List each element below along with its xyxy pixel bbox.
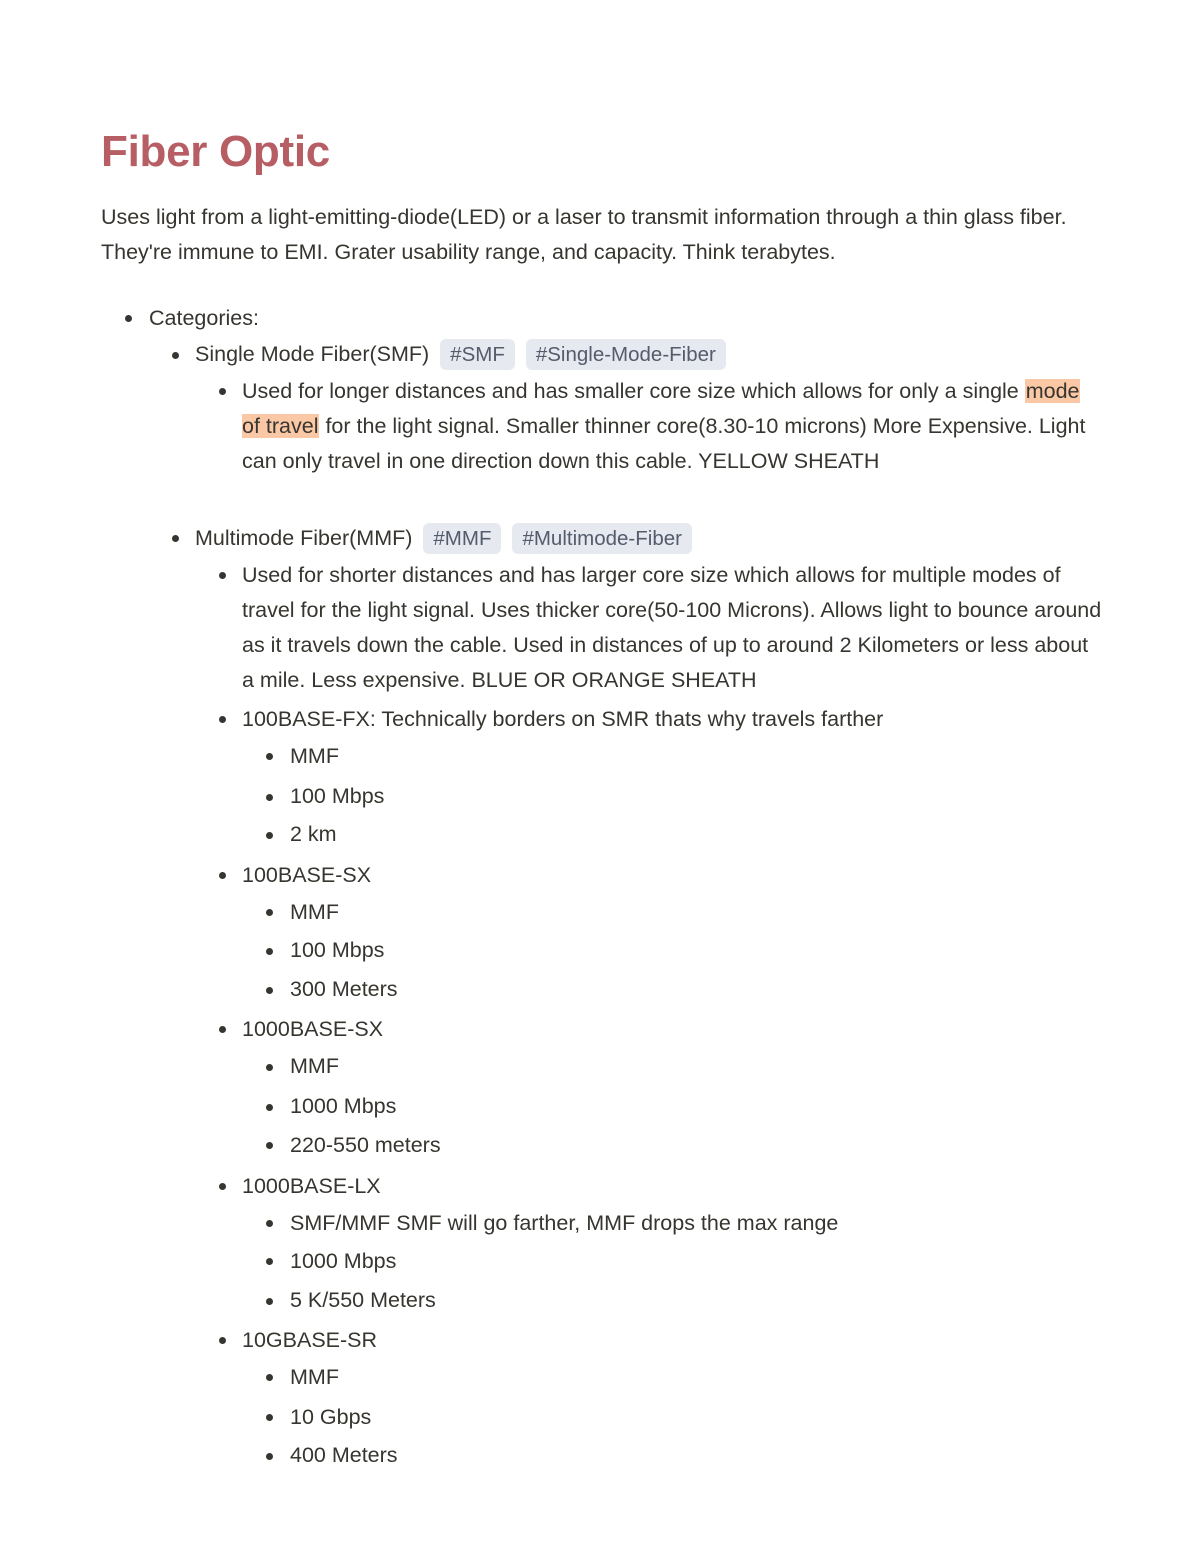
bullet-icon [219,572,226,579]
bullet-icon [172,352,179,359]
list-item: 10 Gbps [290,1405,372,1429]
list-item-mmf [195,521,692,556]
bullet-icon [219,716,226,723]
list-item: MMF [290,1054,339,1078]
bullet-icon [172,535,179,542]
standard-1000base-lx: 1000BASE-LX [242,1174,381,1198]
bullet-icon [219,1183,226,1190]
list-item: 300 Meters [290,977,398,1001]
standard-10gbase-sr: 10GBASE-SR [242,1328,378,1352]
bullet-icon [266,987,273,994]
smf-label: Single Mode Fiber(SMF) [195,342,430,366]
bullet-icon [266,1258,273,1265]
list-item: MMF [290,744,339,768]
list-item-smf [195,337,726,372]
list-item: 1000 Mbps [290,1249,397,1273]
bullet-icon [266,1104,273,1111]
tag-single-mode-fiber[interactable]: #Single-Mode-Fiber [526,339,726,370]
bullet-icon [266,1453,273,1460]
bullet-icon [266,1298,273,1305]
list-item-categories: Categories: [149,306,259,330]
list-item: MMF [290,1365,339,1389]
bullet-icon [266,909,273,916]
page-title: Fiber Optic [101,127,330,176]
bullet-icon [219,1337,226,1344]
list-item: 100 Mbps [290,938,385,962]
bullet-icon [266,1374,273,1381]
bullet-icon [266,832,273,839]
bullet-icon [266,753,273,760]
list-item: 100 Mbps [290,784,385,808]
mmf-label: Multimode Fiber(MMF) [195,526,413,550]
highlight-mode-of-travel: mode of travel [242,379,1080,438]
standard-100base-fx: 100BASE-FX: Technically borders on SMR thats why travels farther [242,707,884,731]
intro-paragraph: Uses light from a light-emitting-diode(LED) or a laser to transmit information through a thin glass fiber. They're immune to EMI. Grater usability range, and capacity. Think terabytes. [101,205,1067,264]
bullet-icon [219,872,226,879]
tag-multimode-fiber[interactable]: #Multimode-Fiber [512,523,692,554]
list-item: 5 K/550 Meters [290,1288,436,1312]
list-item: 1000 Mbps [290,1094,397,1118]
standard-100base-sx: 100BASE-SX [242,863,372,887]
list-item: 400 Meters [290,1443,398,1467]
document [101,120,1101,270]
bullet-icon [219,388,226,395]
tag-mmf[interactable]: #MMF [423,523,501,554]
bullet-icon [219,1026,226,1033]
tag-smf[interactable]: #SMF [440,339,515,370]
bullet-icon [125,315,132,322]
bullet-icon [266,1220,273,1227]
list-item: MMF [290,900,339,924]
bullet-icon [266,1064,273,1071]
bullet-icon [266,794,273,801]
list-item: SMF/MMF SMF will go farther, MMF drops the max range [290,1211,839,1235]
bullet-icon [266,948,273,955]
smf-description: Used for longer distances and has smaller core size which allows for only a single mode of travel for the light signal. Smaller thinner core(8.30-10 microns) More Expensive. Light can only travel in one direction down this cable. YELLOW SHEATH [242,379,1086,473]
list-item: 220-550 meters [290,1133,441,1157]
mmf-description: Used for shorter distances and has larger core size which allows for multiple modes of travel for the light signal. Uses thicker core(50-100 Microns). Allows light to bounce around as it travels down the cable. Used in distances of up to around 2 Kilometers or less about a mile. Less expensive. BLUE OR ORANGE SHEATH [242,563,1102,692]
bullet-icon [266,1414,273,1421]
bullet-icon [266,1142,273,1149]
standard-1000base-sx: 1000BASE-SX [242,1017,384,1041]
list-item: 2 km [290,822,337,846]
